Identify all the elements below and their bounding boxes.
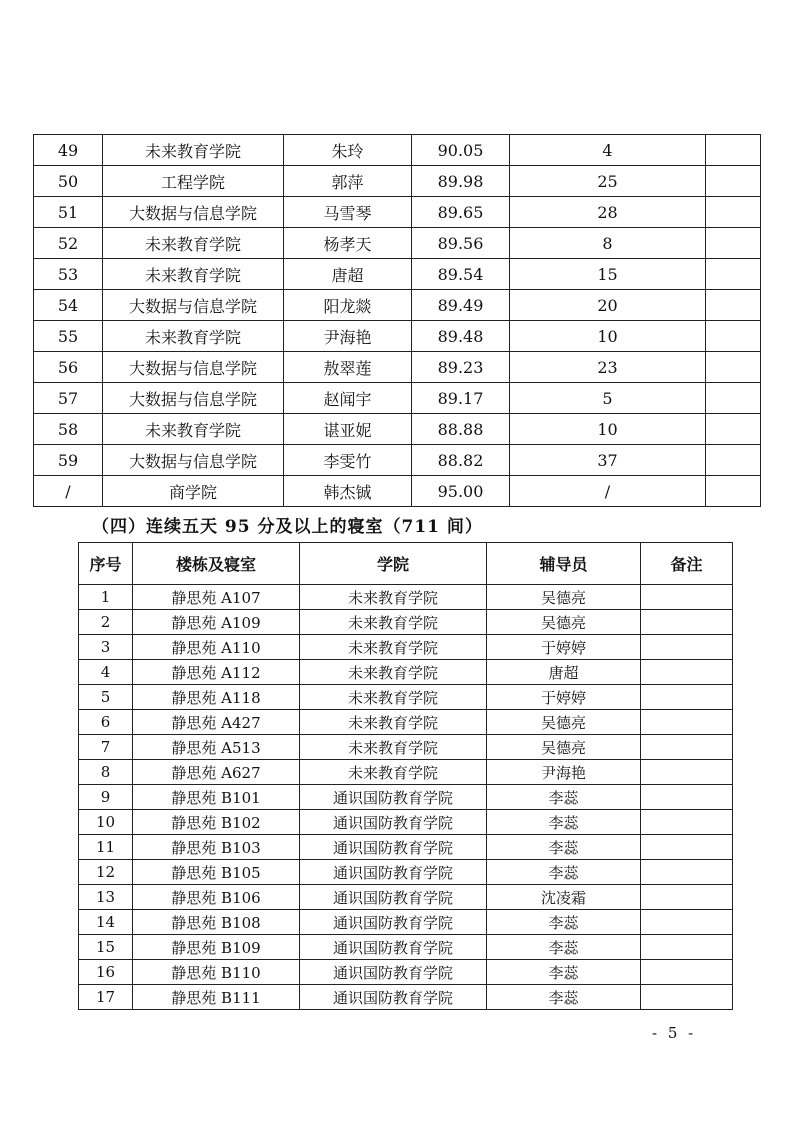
index-cell: 12 [79,860,133,885]
rank-cell: 54 [34,290,103,321]
table-row [79,660,733,685]
index-cell: 14 [79,910,133,935]
remarks-cell [641,885,733,910]
counselor-cell: 李蕊 [487,860,641,885]
section-caption: （四）连续五天 95 分及以上的寝室（711 间） [92,517,483,537]
remarks-cell [706,166,761,197]
counselor-cell: 于婷婷 [487,685,641,710]
counselor-cell: 李蕊 [487,810,641,835]
table-row [34,135,761,166]
building-room-cell: 静思苑 B111 [133,985,300,1010]
rank-cell: 59 [34,445,103,476]
remarks-cell [706,135,761,166]
table-row [79,635,733,660]
counselor-cell: 吴德亮 [487,585,641,610]
table-row [34,383,761,414]
table-row [79,760,733,785]
score-cell: 88.82 [412,445,510,476]
college-cell: 大数据与信息学院 [103,383,284,414]
counselor-cell: 李蕊 [487,935,641,960]
building-room-cell: 静思苑 A107 [133,585,300,610]
remarks-cell [706,445,761,476]
header-college: 学院 [300,543,487,585]
count-cell: 4 [510,135,706,166]
count-cell: 8 [510,228,706,259]
remarks-cell [641,985,733,1010]
table-row [34,352,761,383]
college-cell: 商学院 [103,476,284,507]
remarks-cell [706,197,761,228]
rank-cell: 58 [34,414,103,445]
building-room-cell: 静思苑 B102 [133,810,300,835]
table-row [79,885,733,910]
count-cell: 20 [510,290,706,321]
table-row [79,810,733,835]
count-cell: 15 [510,259,706,290]
table-row [79,735,733,760]
college-cell: 通识国防教育学院 [300,810,487,835]
index-cell: 10 [79,810,133,835]
name-cell: 尹海艳 [284,321,412,352]
counselor-cell: 吴德亮 [487,710,641,735]
college-cell: 未来教育学院 [300,685,487,710]
remarks-cell [641,735,733,760]
building-room-cell: 静思苑 A109 [133,610,300,635]
name-cell: 阳龙燚 [284,290,412,321]
college-cell: 通识国防教育学院 [300,885,487,910]
count-cell: 23 [510,352,706,383]
table-row [79,835,733,860]
counselor-cell: 沈凌霜 [487,885,641,910]
building-room-cell: 静思苑 B108 [133,910,300,935]
count-cell: 10 [510,321,706,352]
score-cell: 89.54 [412,259,510,290]
college-cell: 未来教育学院 [300,760,487,785]
score-cell: 89.49 [412,290,510,321]
college-cell: 未来教育学院 [103,259,284,290]
score-cell: 89.56 [412,228,510,259]
college-cell: 大数据与信息学院 [103,290,284,321]
rank-cell: 52 [34,228,103,259]
college-cell: 大数据与信息学院 [103,197,284,228]
index-cell: 7 [79,735,133,760]
college-cell: 通识国防教育学院 [300,935,487,960]
remarks-cell [641,760,733,785]
college-cell: 通识国防教育学院 [300,860,487,885]
rank-cell: 50 [34,166,103,197]
college-cell: 未来教育学院 [300,735,487,760]
counselor-cell: 李蕊 [487,835,641,860]
page-number: - 5 - [652,1024,697,1042]
building-room-cell: 静思苑 A110 [133,635,300,660]
college-cell: 未来教育学院 [300,585,487,610]
index-cell: 6 [79,710,133,735]
score-cell: 90.05 [412,135,510,166]
remarks-cell [641,660,733,685]
count-cell: 5 [510,383,706,414]
index-cell: 16 [79,960,133,985]
name-cell: 郭萍 [284,166,412,197]
count-cell: 28 [510,197,706,228]
remarks-cell [641,710,733,735]
counselor-cell: 吴德亮 [487,610,641,635]
index-cell: 2 [79,610,133,635]
remarks-cell [641,860,733,885]
college-cell: 未来教育学院 [300,710,487,735]
table-row [34,445,761,476]
rank-cell: / [34,476,103,507]
count-cell: 37 [510,445,706,476]
counselor-cell: 尹海艳 [487,760,641,785]
remarks-cell [641,810,733,835]
table-row [34,290,761,321]
table-row [34,476,761,507]
building-room-cell: 静思苑 B101 [133,785,300,810]
name-cell: 杨孝天 [284,228,412,259]
index-cell: 17 [79,985,133,1010]
college-cell: 通识国防教育学院 [300,960,487,985]
score-cell: 89.17 [412,383,510,414]
college-cell: 工程学院 [103,166,284,197]
count-cell: 25 [510,166,706,197]
name-cell: 赵闻宇 [284,383,412,414]
counselor-cell: 李蕊 [487,785,641,810]
college-cell: 未来教育学院 [103,228,284,259]
remarks-cell [641,785,733,810]
rank-cell: 51 [34,197,103,228]
remarks-cell [706,290,761,321]
score-cell: 89.23 [412,352,510,383]
score-ranking-table [33,134,761,507]
college-cell: 通识国防教育学院 [300,785,487,810]
building-room-cell: 静思苑 A118 [133,685,300,710]
rank-cell: 53 [34,259,103,290]
remarks-cell [641,935,733,960]
header-remarks: 备注 [641,543,733,585]
table-row [79,935,733,960]
score-cell: 89.98 [412,166,510,197]
table-row [79,710,733,735]
remarks-cell [641,960,733,985]
index-cell: 4 [79,660,133,685]
table-row [34,228,761,259]
table-row [79,610,733,635]
score-cell: 89.48 [412,321,510,352]
rank-cell: 49 [34,135,103,166]
table-row [34,259,761,290]
score-cell: 88.88 [412,414,510,445]
table-row [79,960,733,985]
dorm-table-header-row [79,543,733,585]
index-cell: 15 [79,935,133,960]
index-cell: 11 [79,835,133,860]
header-index: 序号 [79,543,133,585]
table-row [34,197,761,228]
counselor-cell: 唐超 [487,660,641,685]
remarks-cell [641,610,733,635]
name-cell: 唐超 [284,259,412,290]
count-cell: / [510,476,706,507]
college-cell: 未来教育学院 [103,135,284,166]
index-cell: 5 [79,685,133,710]
college-cell: 未来教育学院 [103,321,284,352]
college-cell: 未来教育学院 [300,610,487,635]
table-row [34,414,761,445]
remarks-cell [706,383,761,414]
count-cell: 10 [510,414,706,445]
score-cell: 95.00 [412,476,510,507]
counselor-cell: 李蕊 [487,910,641,935]
remarks-cell [706,259,761,290]
remarks-cell [641,635,733,660]
remarks-cell [706,228,761,259]
index-cell: 13 [79,885,133,910]
name-cell: 谌亚妮 [284,414,412,445]
building-room-cell: 静思苑 B105 [133,860,300,885]
college-cell: 未来教育学院 [300,635,487,660]
college-cell: 通识国防教育学院 [300,910,487,935]
rank-cell: 55 [34,321,103,352]
building-room-cell: 静思苑 A627 [133,760,300,785]
college-cell: 未来教育学院 [300,660,487,685]
building-room-cell: 静思苑 A112 [133,660,300,685]
remarks-cell [706,414,761,445]
counselor-cell: 李蕊 [487,985,641,1010]
college-cell: 未来教育学院 [103,414,284,445]
table-row [79,685,733,710]
remarks-cell [641,685,733,710]
building-room-cell: 静思苑 A427 [133,710,300,735]
counselor-cell: 吴德亮 [487,735,641,760]
index-cell: 9 [79,785,133,810]
name-cell: 韩杰铖 [284,476,412,507]
table-row [34,321,761,352]
remarks-cell [641,910,733,935]
building-room-cell: 静思苑 B109 [133,935,300,960]
building-room-cell: 静思苑 B110 [133,960,300,985]
remarks-cell [706,476,761,507]
college-cell: 大数据与信息学院 [103,352,284,383]
table-row [79,860,733,885]
name-cell: 敖翠莲 [284,352,412,383]
table-row [79,985,733,1010]
index-cell: 1 [79,585,133,610]
name-cell: 马雪琴 [284,197,412,228]
building-room-cell: 静思苑 B106 [133,885,300,910]
table-row [79,910,733,935]
name-cell: 朱玲 [284,135,412,166]
dorm-table [78,542,733,1010]
index-cell: 3 [79,635,133,660]
building-room-cell: 静思苑 A513 [133,735,300,760]
remarks-cell [706,352,761,383]
college-cell: 通识国防教育学院 [300,835,487,860]
table-row [79,785,733,810]
counselor-cell: 于婷婷 [487,635,641,660]
table-row [79,585,733,610]
counselor-cell: 李蕊 [487,960,641,985]
index-cell: 8 [79,760,133,785]
rank-cell: 56 [34,352,103,383]
remarks-cell [641,585,733,610]
remarks-cell [706,321,761,352]
building-room-cell: 静思苑 B103 [133,835,300,860]
rank-cell: 57 [34,383,103,414]
college-cell: 大数据与信息学院 [103,445,284,476]
college-cell: 通识国防教育学院 [300,985,487,1010]
score-cell: 89.65 [412,197,510,228]
header-counselor: 辅导员 [487,543,641,585]
name-cell: 李雯竹 [284,445,412,476]
remarks-cell [641,835,733,860]
header-building-room: 楼栋及寝室 [133,543,300,585]
table-row [34,166,761,197]
